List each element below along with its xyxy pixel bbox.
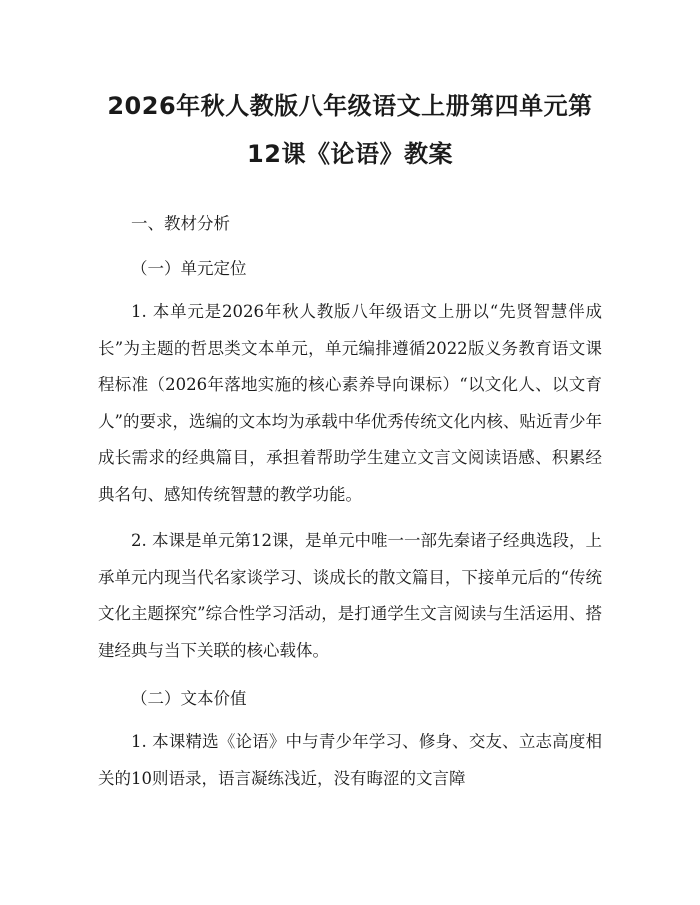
paragraph-1: 1. 本单元是2026年秋人教版八年级语文上册以“先贤智慧伴成长”为主题的哲思类文本单元，单元编排遵循2022版义务教育语文课程标准（2026年落地实施的核心素养导向课标）“以文化人、以文育人”的要求，选编的文本均为承载中华优秀传统文化内核、贴近青少年成长需求的经典篇目，承担着帮助学生建立文言文阅读语感、积累经典名句、感知传统智慧的教学功能。 <box>98 302 602 504</box>
section-heading-1: 一、教材分析 <box>131 214 230 233</box>
subsection-heading-1: （一）单元定位 <box>131 259 247 278</box>
title-line-1: 2026年秋人教版八年级语文上册第四单元第 <box>107 92 593 120</box>
document-title <box>98 82 602 178</box>
title-line-2: 12课《论语》教案 <box>247 140 453 168</box>
paragraph-2: 2. 本课是单元第12课，是单元中唯一一部先秦诸子经典选段，上承单元内现当代名家谈学习、谈成长的散文篇目，下接单元后的“传统文化主题探究”综合性学习活动，是打通学生文言阅读与生活运用、搭建经典与当下关联的核心载体。 <box>98 531 602 660</box>
paragraph-3: 1. 本课精选《论语》中与青少年学习、修身、交友、立志高度相关的10则语录，语言凝练浅近，没有晦涩的文言障 <box>98 732 602 788</box>
subsection-heading-2: （二）文本价值 <box>131 689 247 708</box>
